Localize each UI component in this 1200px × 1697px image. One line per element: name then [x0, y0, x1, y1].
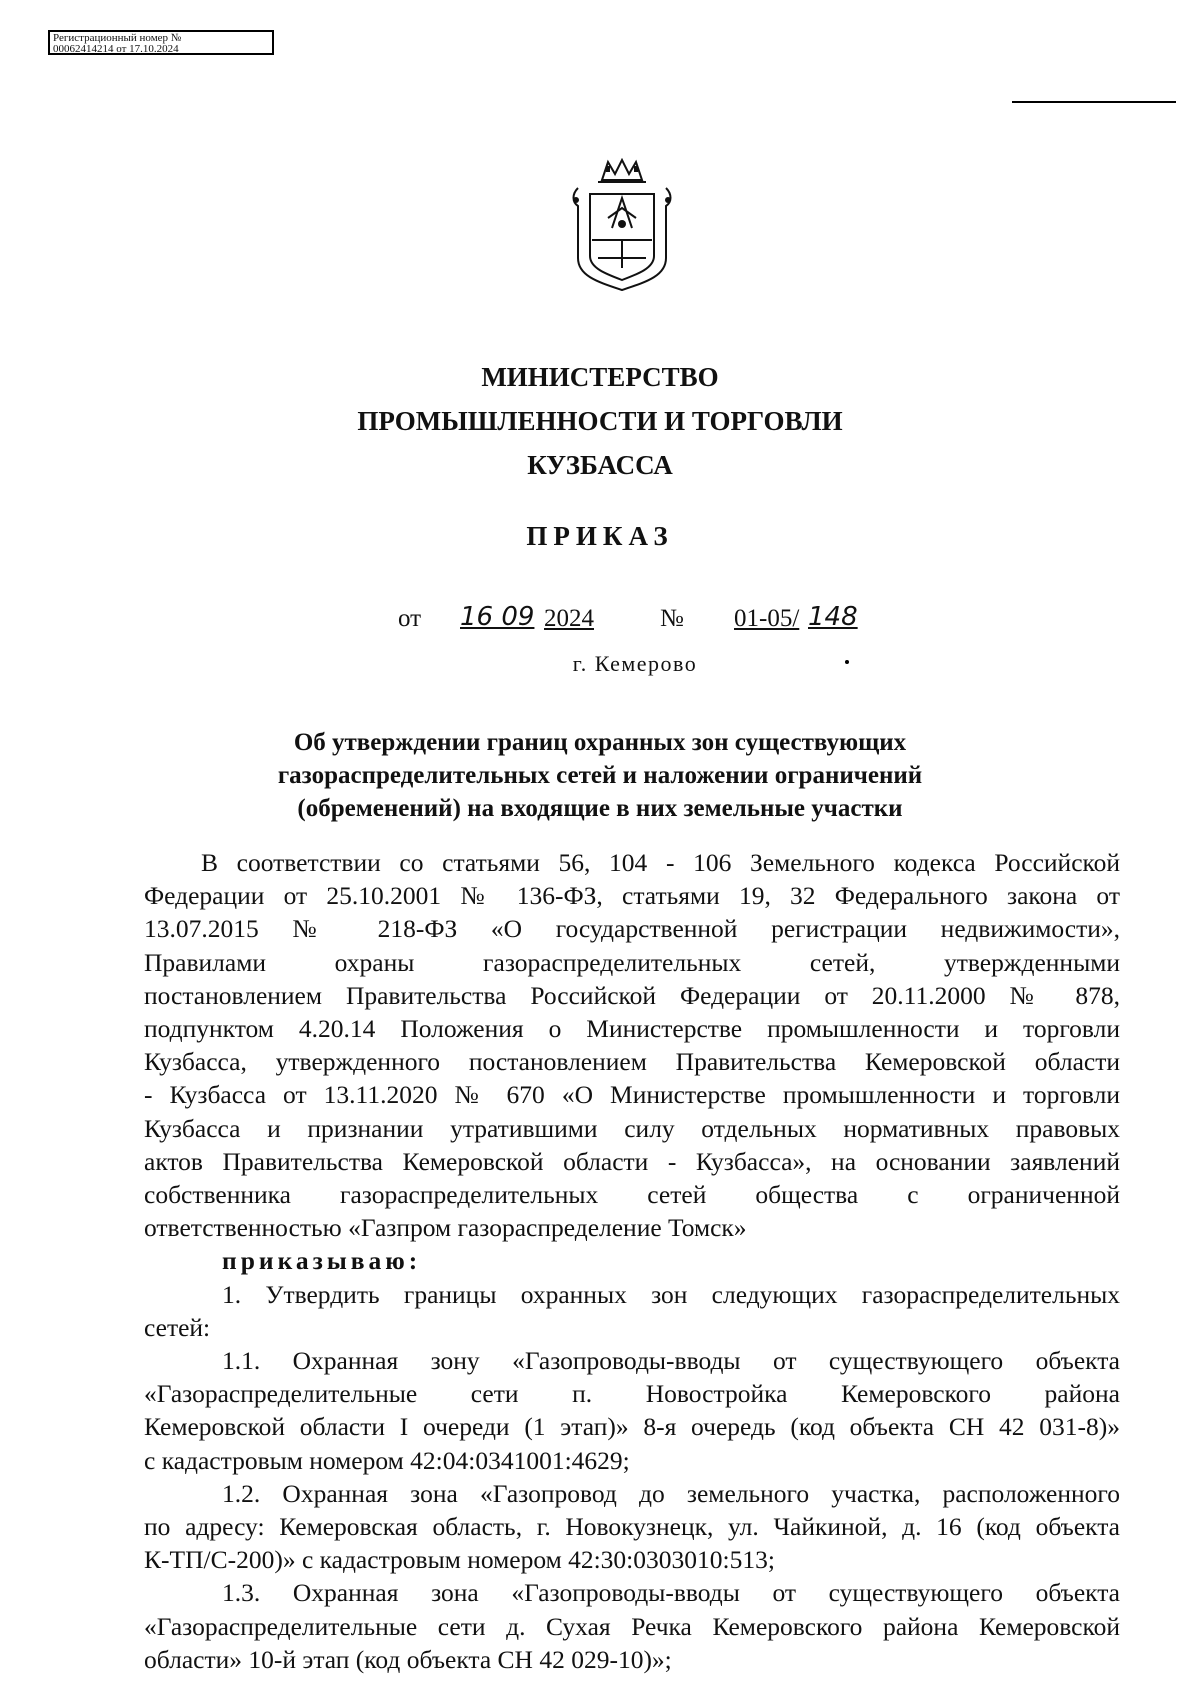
registration-number: 00062414214 от 17.10.2024 [53, 43, 179, 55]
document-title [0, 726, 1200, 825]
city: г. Кемерово [572, 651, 698, 676]
item-1-3-line: области» 10-й этап (код объекта СН 42 029-10)»; [144, 1644, 672, 1674]
preamble-line: собственника газораспределительных сетей общества с ограниченной [144, 1180, 1120, 1210]
coat-of-arms-emblem [568, 158, 676, 296]
date-year: 2024 [544, 605, 594, 632]
date-handwritten: 16 09 [460, 602, 535, 632]
ministry-line-1: МИНИСТЕРСТВО [481, 362, 719, 392]
item-1-1-line: «Газораспределительные сети п. Новостройка Кемеровского района [144, 1379, 1120, 1409]
preamble-line: Федерации от 25.10.2001 № 136-ФЗ, статьями 19, 32 Федерального закона от [144, 881, 1120, 911]
number-label: № [660, 605, 684, 632]
registration-label: Регистрационный номер № [53, 32, 182, 44]
item-1-3-line: «Газораспределительные сети д. Сухая Речка Кемеровского района Кемеровской [144, 1611, 1120, 1641]
number-prefix: 01-05/ [734, 605, 800, 632]
date-from-label: от [398, 605, 422, 632]
item-1-2-line: 1.2. Охранная зона «Газопровод до земельного участка, расположенного [222, 1478, 1120, 1508]
preamble-line: - Кузбасса от 13.11.2020 № 670 «О Министерстве промышленности и торговли [144, 1080, 1120, 1110]
stray-dot [845, 660, 849, 664]
preamble-line: постановлением Правительства Российской Федерации от 20.11.2000 № 878, [144, 980, 1120, 1010]
number-handwritten: 148 [808, 602, 858, 632]
item-1-line: сетей: [144, 1312, 211, 1342]
registration-stamp [48, 30, 274, 55]
item-1-line: 1. Утвердить границы охранных зон следующих газораспределительных [222, 1279, 1120, 1309]
order-word: приказываю: [222, 1246, 422, 1276]
title-line: газораспределительных сетей и наложении ограничений [277, 762, 923, 789]
preamble-line: Кузбасса, утвержденного постановлением Правительства Кемеровской области [144, 1047, 1120, 1077]
title-line: Об утверждении границ охранных зон существующих [293, 729, 907, 756]
title-line: (обременений) на входящие в них земельные участки [297, 795, 903, 822]
item-1-1-line: Кемеровской области I очереди (1 этап)» 8-я очередь (код объекта СН 42 031-8)» [144, 1412, 1120, 1442]
preamble [144, 846, 1120, 1676]
ministry-line-2: ПРОМЫШЛЕННОСТИ И ТОРГОВЛИ [357, 406, 843, 436]
item-1-3-line: 1.3. Охранная зона «Газопроводы-вводы от существующего объекта [222, 1578, 1120, 1608]
preamble-line: подпунктом 4.20.14 Положения о Министерстве промышленности и торговли [144, 1014, 1120, 1044]
document-type: ПРИКАЗ [526, 521, 674, 551]
item-1-2-line: по адресу: Кемеровская область, г. Новокузнецк, ул. Чайкиной, д. 16 (код объекта [144, 1512, 1120, 1542]
preamble-line: Кузбасса и признании утратившими силу отдельных нормативных правовых [144, 1113, 1120, 1143]
preamble-line: ответственностью «Газпром газораспределение Томск» [144, 1213, 747, 1243]
preamble-line: 13.07.2015 № 218-ФЗ «О государственной регистрации недвижимости», [144, 914, 1120, 944]
preamble-line: Правилами охраны газораспределительных сетей, утвержденными [144, 947, 1120, 977]
top-right-rule [1012, 101, 1176, 103]
preamble-line: актов Правительства Кемеровской области - Кузбасса», на основании заявлений [144, 1146, 1120, 1176]
preamble-line: В соответствии со статьями 56, 104 - 106 Земельного кодекса Российской [201, 848, 1120, 877]
item-1-1-line: с кадастровым номером 42:04:0341001:4629; [144, 1445, 630, 1475]
ministry-line-3: КУЗБАССА [527, 450, 673, 480]
item-1-2-line: К-ТП/С-200)» с кадастровым номером 42:30:0303010:513; [144, 1545, 775, 1575]
item-1-1-line: 1.1. Охранная зону «Газопроводы-вводы от существующего объекта [222, 1346, 1120, 1376]
